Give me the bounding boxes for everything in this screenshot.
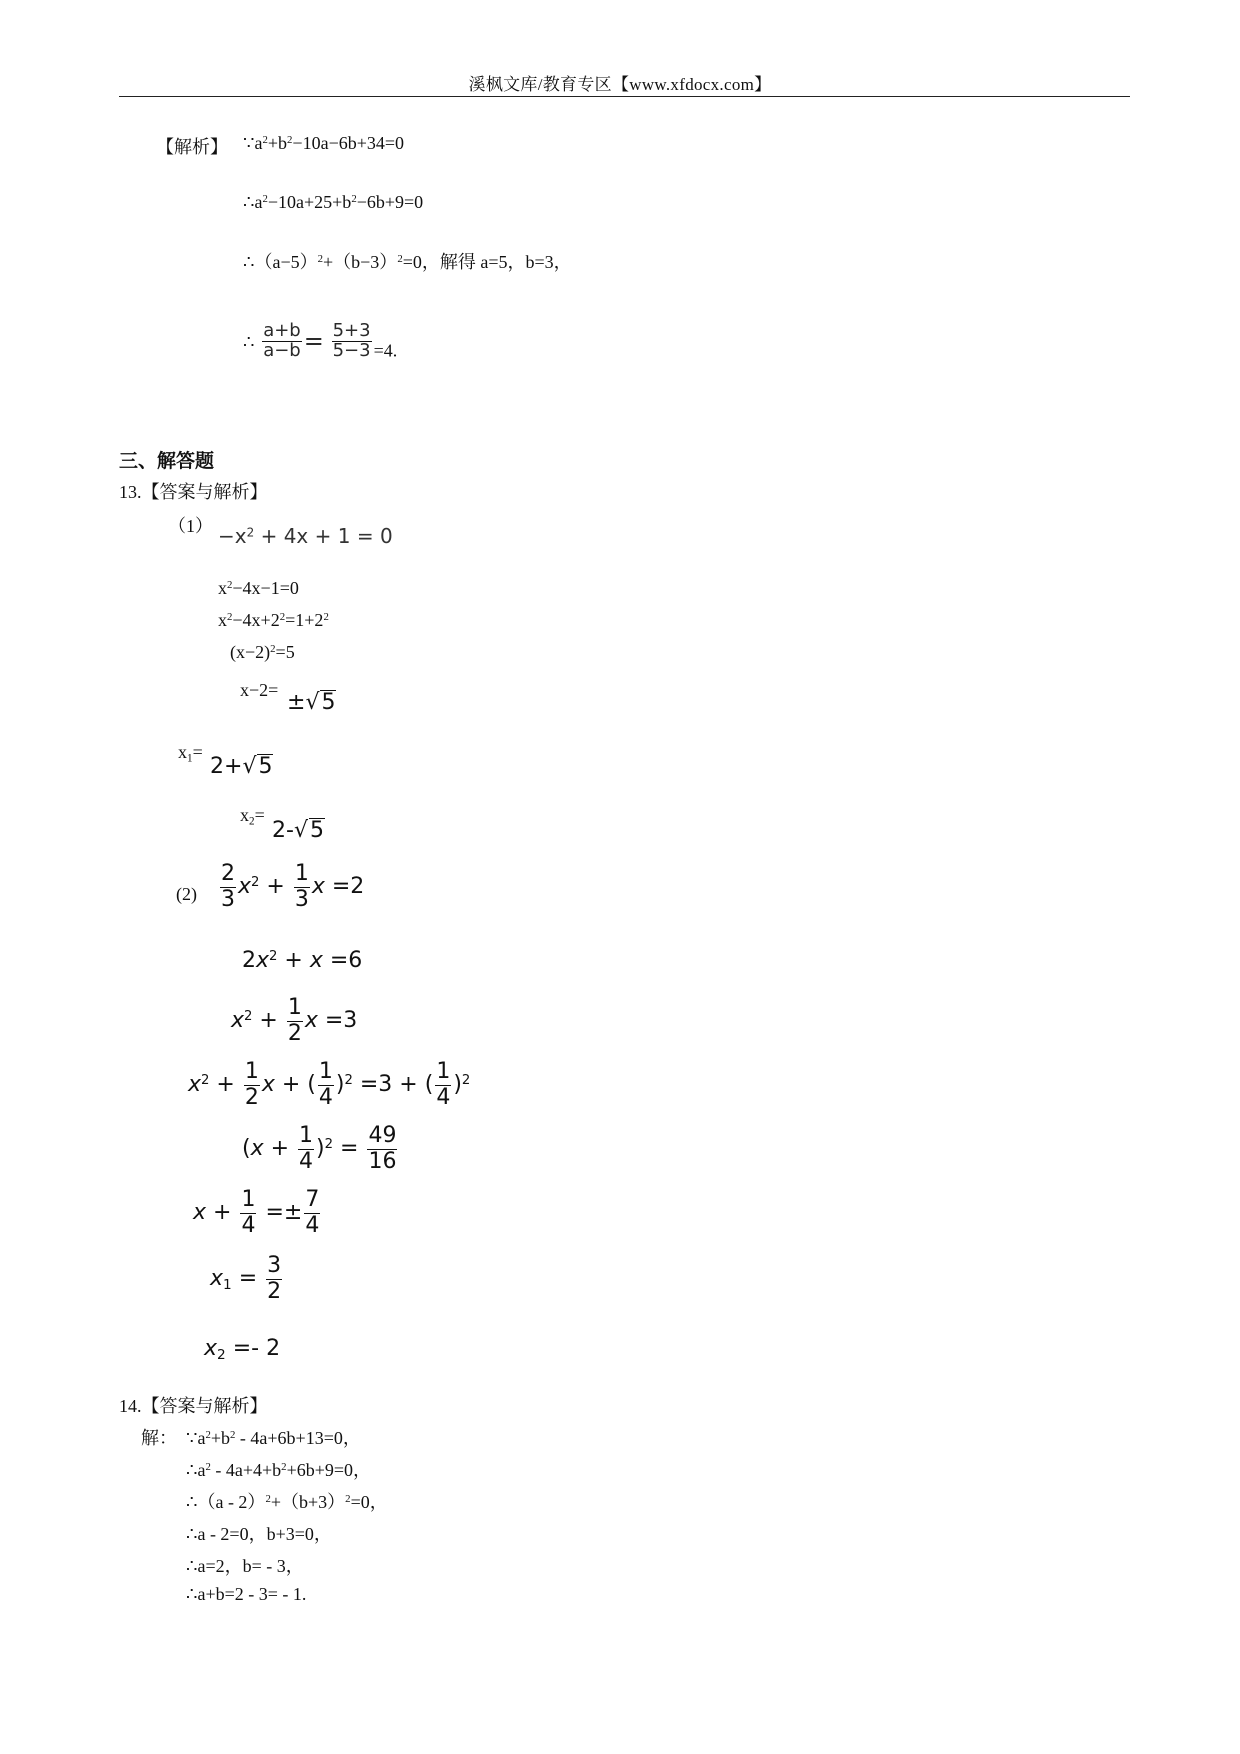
analysis-label: 【解析】	[156, 137, 228, 157]
fraction: $\frac{7}{4}$	[305, 1187, 320, 1238]
q14-line-2: $\therefore a^2 - 4a+4+b^2+6b+9=0$，	[186, 1460, 372, 1480]
q13-part2-step7: $x_1$ = $\frac{3}{2}$	[210, 1253, 282, 1304]
fraction: $\frac{5+3}{5-3}$	[332, 320, 371, 361]
analysis-line-2: $\therefore a^2-10a+25+b^2-6b+9=0$	[243, 192, 424, 212]
header-divider	[119, 96, 1130, 97]
sqrt: 5	[321, 690, 336, 715]
fraction: $\frac{1}{2}$	[244, 1059, 259, 1110]
fraction: $\frac{1}{4}$	[299, 1123, 314, 1174]
q13-part2-label: (2)	[176, 884, 197, 904]
q13-part1-step1: $x^2-4x-1=0$	[218, 578, 299, 598]
fraction: $\frac{2}{3}$	[221, 861, 235, 912]
q14-line-6: ∴a+b=2 - 3= - 1.	[186, 1584, 307, 1604]
q14-line-3: ∴（a - $2)^2+(b+3)^2=0$，	[186, 1492, 388, 1512]
q13-part1-step3: $(x-2)^2=5$	[230, 642, 295, 662]
q13-part2-step2: $2x^2 + x =6$	[242, 948, 363, 973]
q13-part2-step3: $x^2$ + $\frac{1}{2}$ x =3	[231, 995, 358, 1046]
fraction: $\frac{1}{4}$	[241, 1187, 256, 1238]
q13-part2-step8: $x_2 =- 2$	[204, 1336, 281, 1364]
fraction: $\frac{1}{4}$	[436, 1059, 451, 1110]
fraction: $\frac{a+b}{a-b}$	[263, 320, 301, 361]
q13-part2-step4: $x^2$ + $\frac{1}{2}$ x + ( $\frac{1}{4}$ )$^2$ =3 + ( $\frac{1}{4}$ )$^2$	[188, 1059, 471, 1110]
fraction: $\frac{1}{2}$	[287, 995, 302, 1046]
q13-part2-step1: $\frac{2}{3}$ $x^2$ + $\frac{1}{3}$ x =2	[221, 861, 365, 912]
analysis-line-1: $\because a^2+b^2-10a-6b+34=0$	[243, 133, 405, 153]
sqrt: 5	[258, 754, 273, 779]
sqrt: 5	[309, 818, 324, 843]
q13-part1-label: （1）	[168, 516, 213, 536]
fraction: $\frac{49}{16}$	[368, 1123, 397, 1174]
page-header: 溪枫文库/教育专区【www.xfdocx.com】	[468, 75, 772, 94]
q13-x2-lhs: $x_2=$	[240, 805, 265, 828]
fraction: $\frac{1}{4}$	[318, 1059, 333, 1110]
q13-part1-equation: $-x^2 + 4x + 1 = 0$	[218, 524, 393, 548]
q14-label: 解：	[141, 1428, 177, 1448]
analysis-line-3: $\therefore(a-5)^2+(b-3)^2=0$，解得 a=5，b=3，	[243, 252, 572, 272]
q14-heading: 14.【答案与解析】	[119, 1396, 268, 1416]
q13-part2-step5: (x + $\frac{1}{4}$ )$^2$ = $\frac{49}{16}$	[242, 1123, 397, 1174]
q13-heading: 13.【答案与解析】	[119, 482, 268, 502]
fraction: $\frac{1}{3}$	[294, 861, 309, 912]
section-title: 三、解答题	[119, 451, 215, 472]
analysis-line-4: ∴ $\frac{a+b}{a-b}$ = $\frac{5+3}{5-3}$ =4.	[243, 320, 398, 361]
q13-part1-step2: $x^2-4x+2^2=1+2^2$	[218, 610, 329, 630]
q13-part2-step6: x + $\frac{1}{4}$ =± $\frac{7}{4}$	[193, 1187, 320, 1238]
q13-x1-rhs: 2+√5	[210, 754, 273, 779]
q14-line-5: ∴a=2，b= - 3，	[186, 1556, 304, 1576]
q14-line-4: ∴a - 2=0，b+3=0，	[186, 1524, 332, 1544]
q13-part1-step4-lhs: x−2=	[240, 680, 279, 700]
q13-x2-rhs: 2-√5	[272, 818, 324, 843]
q13-x1-lhs: $x_1=$	[178, 742, 203, 765]
fraction: $\frac{3}{2}$	[267, 1253, 282, 1304]
q13-part1-step4-rhs: ±√5	[287, 690, 336, 715]
q14-line-1: $\because a^2+b^2 - 4a+6b+13=0$，	[186, 1428, 361, 1448]
